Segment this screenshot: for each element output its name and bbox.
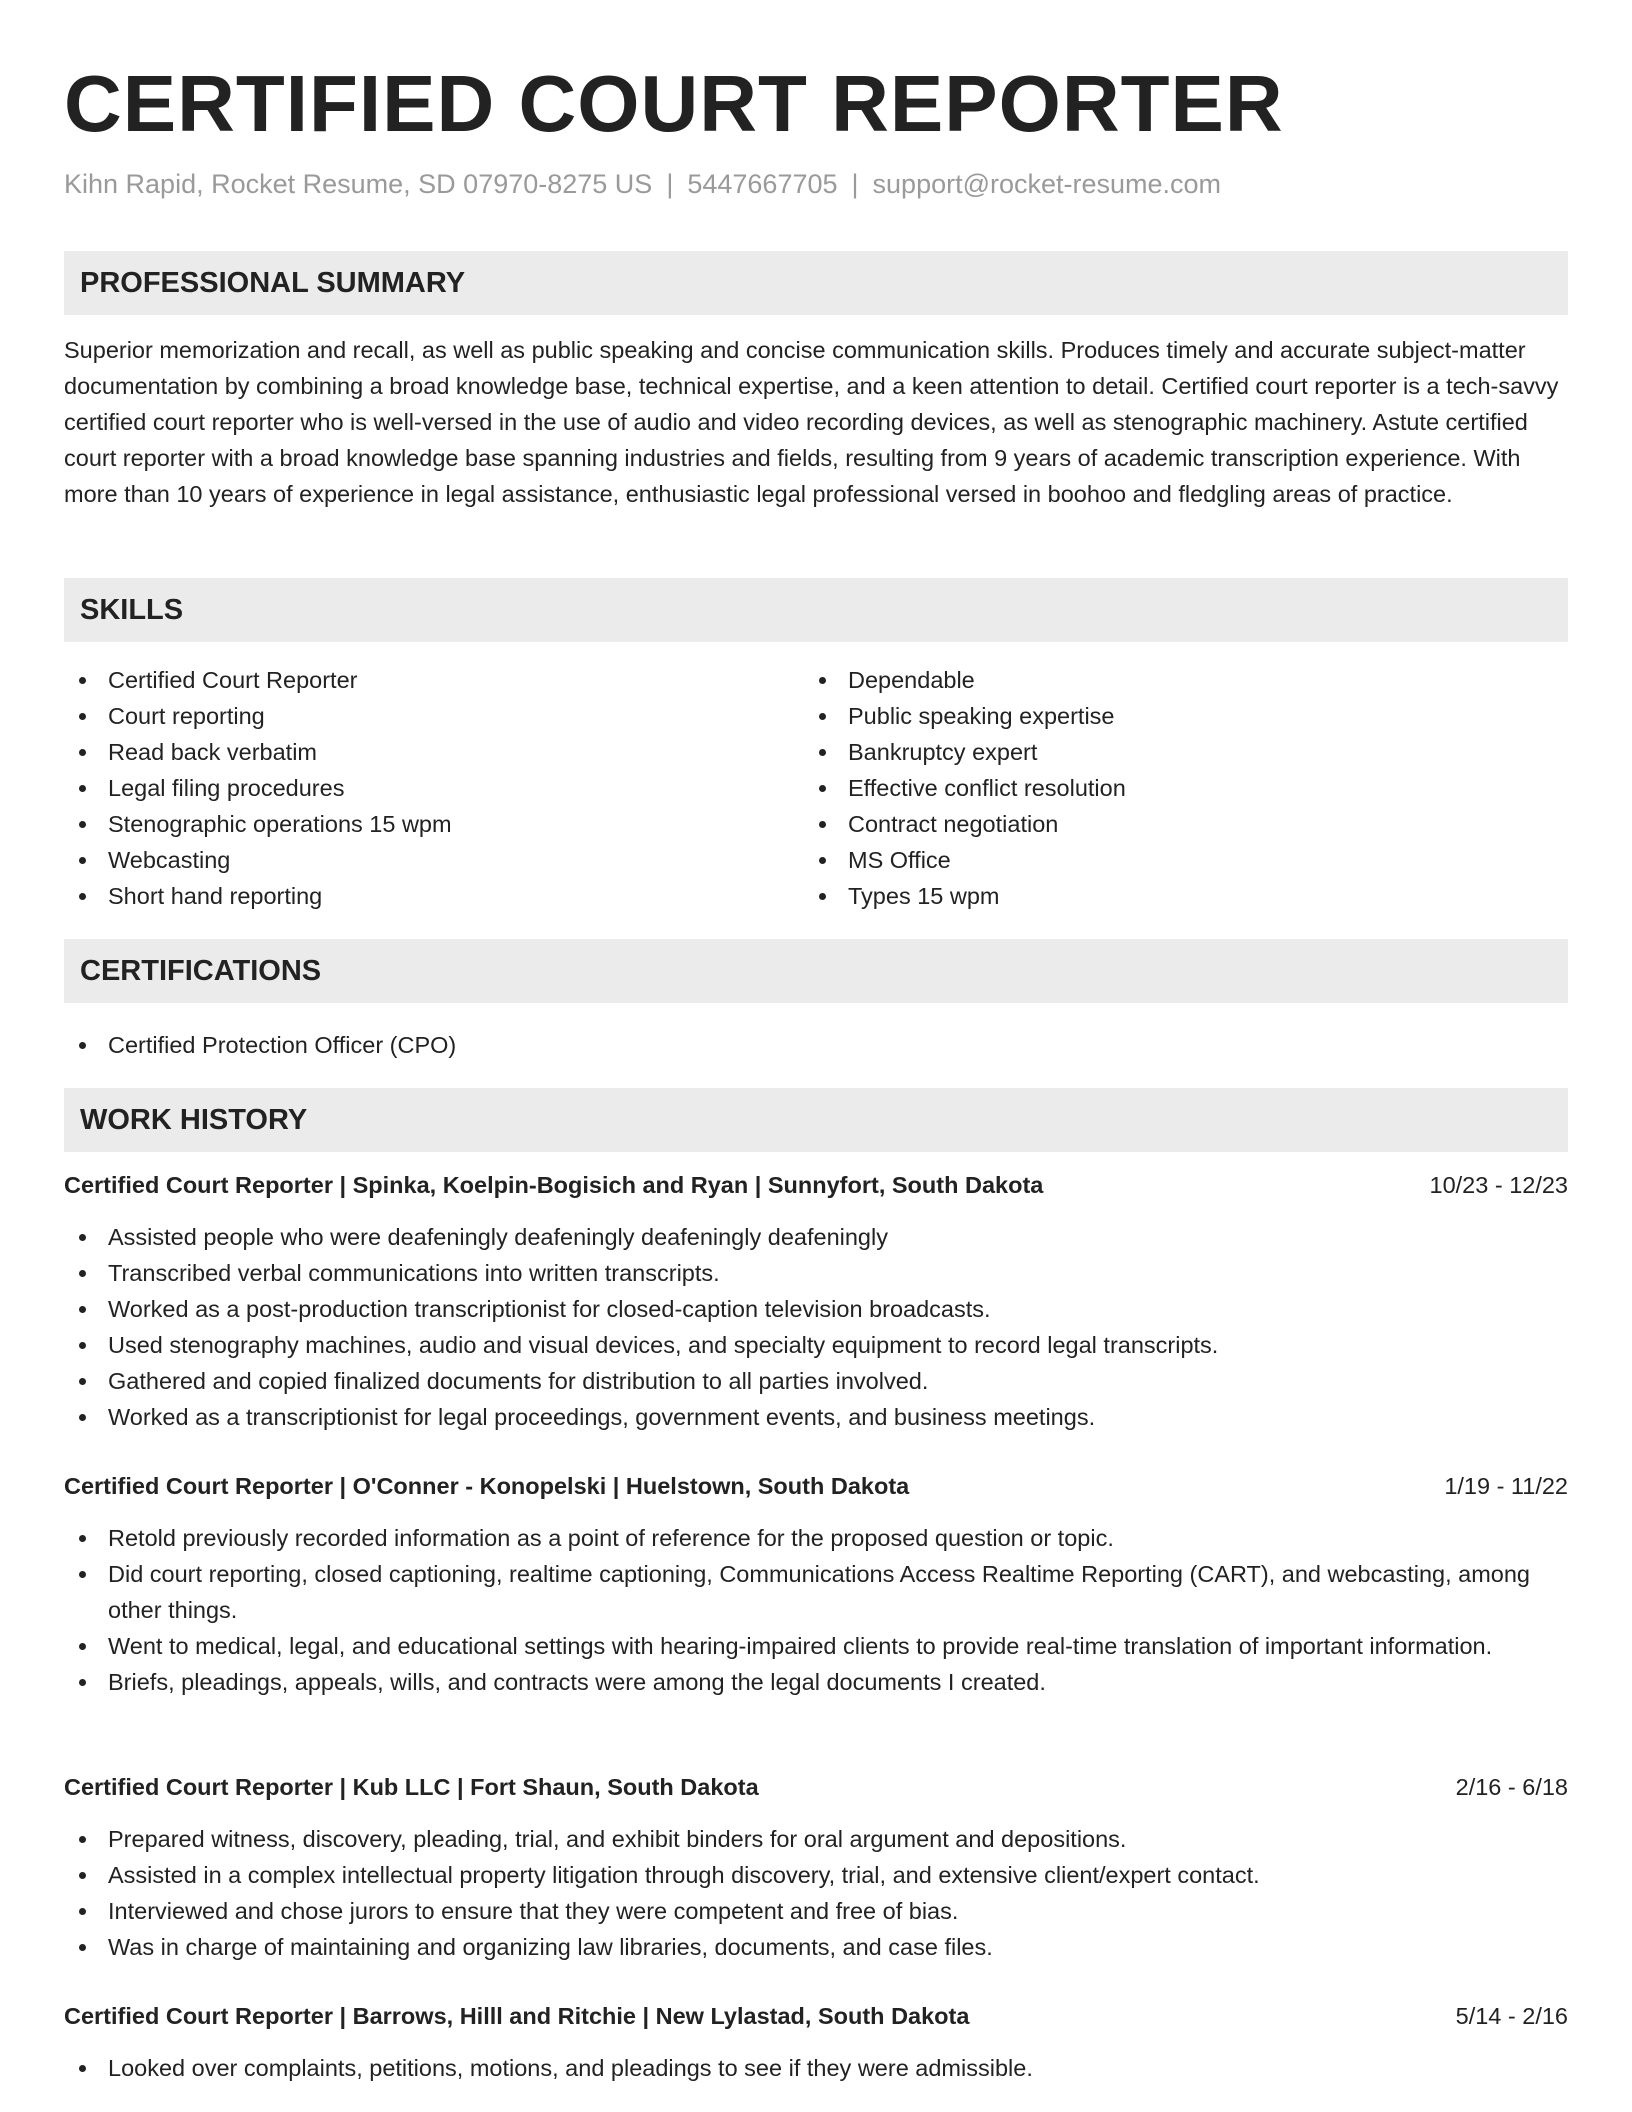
section-header-work-history: WORK HISTORY — [64, 1088, 1568, 1152]
list-item: Types 15 wpm — [804, 878, 1544, 914]
skills-list-left — [64, 662, 804, 914]
list-item: Prepared witness, discovery, pleading, trial, and exhibit binders for oral argument and depositions. — [64, 1821, 1568, 1857]
list-item: Contract negotiation — [804, 806, 1544, 842]
list-item: Did court reporting, closed captioning, realtime captioning, Communications Access Realtime Reporting (CART), and webcasting, among other things. — [64, 1556, 1568, 1628]
certifications-list — [64, 1027, 1568, 1063]
job-title: Certified Court Reporter | Barrows, Hilll and Ritchie | New Lylastad, South Dakota — [64, 2003, 970, 2029]
contact-separator: | — [851, 169, 859, 199]
contact-line — [64, 166, 1221, 202]
list-item: Retold previously recorded information as a point of reference for the proposed question or topic. — [64, 1520, 1568, 1556]
job-title: Certified Court Reporter | Kub LLC | Fort Shaun, South Dakota — [64, 1774, 759, 1800]
job-dates: 2/16 - 6/18 — [1455, 1774, 1568, 1800]
job-duties-list — [64, 1520, 1568, 1700]
list-item: Read back verbatim — [64, 734, 804, 770]
job-entry — [64, 1998, 1568, 2086]
list-item: Legal filing procedures — [64, 770, 804, 806]
job-dates: 5/14 - 2/16 — [1455, 2003, 1568, 2029]
skills-column-right — [804, 662, 1544, 914]
list-item: Effective conflict resolution — [804, 770, 1544, 806]
list-item: Looked over complaints, petitions, motions, and pleadings to see if they were admissible. — [64, 2050, 1568, 2086]
list-item: Used stenography machines, audio and visual devices, and specialty equipment to record legal transcripts. — [64, 1327, 1568, 1363]
section-header-certifications: CERTIFICATIONS — [64, 939, 1568, 1003]
contact-email: support@rocket-resume.com — [872, 169, 1222, 199]
list-item: Interviewed and chose jurors to ensure that they were competent and free of bias. — [64, 1893, 1568, 1929]
job-duties-list — [64, 1219, 1568, 1435]
job-header — [64, 1167, 1568, 1203]
list-item: Assisted in a complex intellectual property litigation through discovery, trial, and extensive client/expert contact. — [64, 1857, 1568, 1893]
list-item: Transcribed verbal communications into written transcripts. — [64, 1255, 1568, 1291]
list-item: Assisted people who were deafeningly deafeningly deafeningly deafeningly — [64, 1219, 1568, 1255]
list-item: Was in charge of maintaining and organizing law libraries, documents, and case files. — [64, 1929, 1568, 1965]
job-title: Certified Court Reporter | O'Conner - Konopelski | Huelstown, South Dakota — [64, 1473, 910, 1499]
professional-summary-text: Superior memorization and recall, as well as public speaking and concise communication skills. Produces timely and accurate subject-matter documentation by combining a broad knowledge base, technical expertise, and a keen attention to detail. Certified court reporter is a tech-savvy certified court reporter who is well-versed in the use of audio and video recording devices, as well as stenographic machinery. Astute certified court reporter with a broad knowledge base spanning industries and fields, resulting from 9 years of academic transcription experience. With more than 10 years of experience in legal assistance, enthusiastic legal professional versed in boohoo and fledgling areas of practice. — [64, 337, 1559, 507]
job-dates: 10/23 - 12/23 — [1429, 1172, 1568, 1198]
list-item: Webcasting — [64, 842, 804, 878]
list-item: Gathered and copied finalized documents for distribution to all parties involved. — [64, 1363, 1568, 1399]
job-entry — [64, 1769, 1568, 1965]
job-header — [64, 1468, 1568, 1504]
job-title: Certified Court Reporter | Spinka, Koelpin-Bogisich and Ryan | Sunnyfort, South Dakota — [64, 1172, 1044, 1198]
list-item: Short hand reporting — [64, 878, 804, 914]
list-item: Certified Protection Officer (CPO) — [64, 1027, 1568, 1063]
job-entry — [64, 1468, 1568, 1700]
list-item: Worked as a transcriptionist for legal proceedings, government events, and business meetings. — [64, 1399, 1568, 1435]
contact-separator: | — [666, 169, 674, 199]
list-item: Worked as a post-production transcriptionist for closed-caption television broadcasts. — [64, 1291, 1568, 1327]
list-item: Went to medical, legal, and educational settings with hearing-impaired clients to provide real-time translation of important information. — [64, 1628, 1568, 1664]
list-item: MS Office — [804, 842, 1544, 878]
list-item: Public speaking expertise — [804, 698, 1544, 734]
skills-list-right — [804, 662, 1544, 914]
job-dates: 1/19 - 11/22 — [1444, 1473, 1568, 1499]
section-header-skills: SKILLS — [64, 578, 1568, 642]
list-item: Certified Court Reporter — [64, 662, 804, 698]
list-item: Dependable — [804, 662, 1544, 698]
job-duties-list — [64, 2050, 1568, 2086]
resume-name-heading: CERTIFIED COURT REPORTER — [64, 59, 1284, 148]
list-item: Briefs, pleadings, appeals, wills, and contracts were among the legal documents I created. — [64, 1664, 1568, 1700]
list-item: Stenographic operations 15 wpm — [64, 806, 804, 842]
contact-address: Kihn Rapid, Rocket Resume, SD 07970-8275 US — [64, 169, 653, 199]
certifications-block — [64, 1027, 1568, 1063]
section-header-summary: PROFESSIONAL SUMMARY — [64, 251, 1568, 315]
job-duties-list — [64, 1821, 1568, 1965]
list-item: Bankruptcy expert — [804, 734, 1544, 770]
contact-phone: 5447667705 — [687, 169, 838, 199]
job-entry — [64, 1167, 1568, 1435]
job-header — [64, 1998, 1568, 2034]
skills-column-left — [64, 662, 804, 914]
list-item: Court reporting — [64, 698, 804, 734]
job-header — [64, 1769, 1568, 1805]
